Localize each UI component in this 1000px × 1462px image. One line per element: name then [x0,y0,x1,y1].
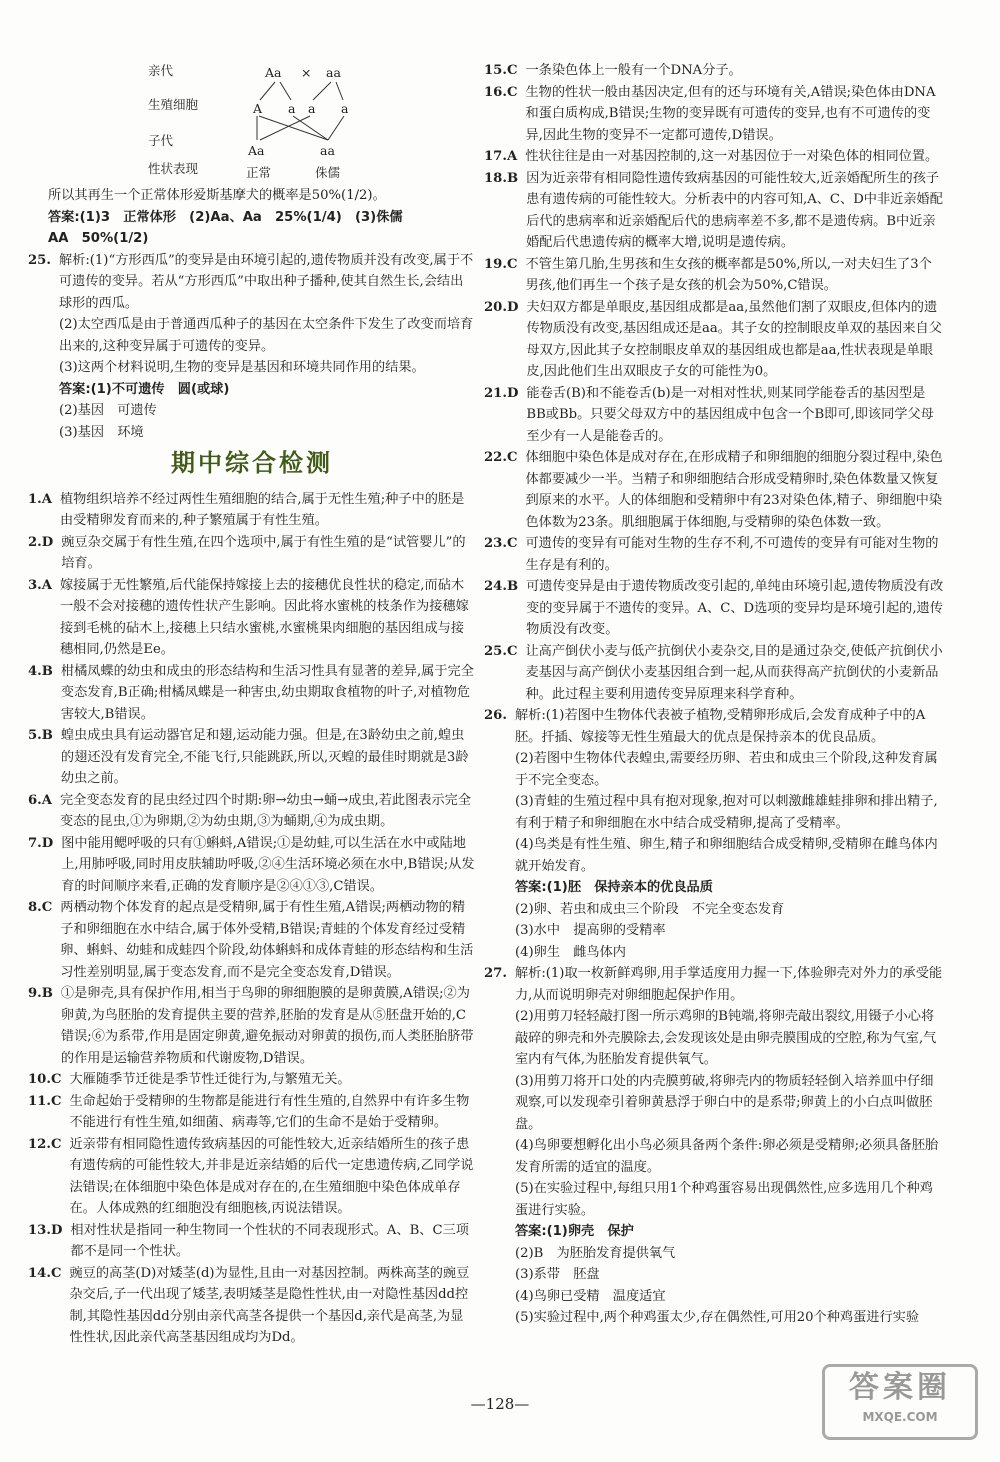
answer-item [28,983,476,1069]
explanation-text: 性状往往是由一对基因控制的,这一对基因位于一对染色体的相同位置。 [525,149,939,164]
explanation-text: 豌豆的高茎(D)对矮茎(d)为显性,且由一对基因控制。两株高茎的豌豆杂交后,子一代出现了矮茎,表明矮茎是隐性性状,由一对隐性基因dd控制,其隐性基因dd分别由亲代高茎各提供一个基因d,亲代是高茎,为显性性状,因此亲代高茎基因组成均为Dd。 [69,1265,470,1345]
answer-24-line2: AA 50%(1/2) [48,231,149,246]
question-number: 1.A [28,491,52,507]
explanation-text: 嫁接属于无性繁殖,后代能保持嫁接上去的接穗优良性状的稳定,而砧木一般不会对接穗的遗传性状产生影响。因此将水蜜桃的枝条作为接穗嫁接到毛桃的砧木上,接穗上只结水蜜桃,水蜜桃果肉细胞的基因组成与接穗相同,仍然是Ee。 [60,577,469,657]
label-parent: 亲代 [148,63,174,78]
question-number: 16.C [484,84,518,100]
question-number: 26. [484,708,507,723]
answer-item [28,897,476,983]
question-number: 20.D [484,299,519,315]
question-number: 25.C [484,643,518,659]
answer-text: (3)水中 提高卵的受精率 [514,923,666,938]
analysis-text: (3)青蛙的生殖过程中具有抱对现象,抱对可以刺激雌雄蛙排卵和排出精子,有利于精子和卵细胞在水中结合成受精卵,提高了受精率。 [514,794,938,831]
watermark-url: MXQE.COM [862,1410,938,1424]
genetics-cross-diagram [28,60,476,185]
offspring-2: aa [320,143,335,158]
explanation-text: ①是卵壳,具有保护作用,相当于鸟卵的卵细胞膜的是卵黄膜,A错误;②为卵黄,为鸟胚胎的发育提供主要的营养,胚胎的发育是从⑤胚盘开始的,C错误;⑥为系带,作用是固定卵黄,避免振动对卵黄的损伤,而人类胚胎脐带的作用是运输营养物质和代谢废物,D错误。 [60,986,474,1066]
question-27 [484,963,944,1329]
answer-item [484,146,944,168]
analysis-text: (2)太空西瓜是由于普通西瓜种子的基因在太空条件下发生了改变而培育出来的,这种变异属于可遗传的变异。 [58,317,474,354]
parent-1: Aa [265,65,282,80]
explanation-text: 两栖动物个体发育的起点是受精卵,属于有性生殖,A错误;两栖动物的精子和卵细胞在水中结合,属于体外受精,B错误;青蛙的个体发育经过受精卵、蝌蚪、幼蛙和成蛙四个阶段,幼体蝌蚪和成体青蛙的形态结构和生活习性差别明显,属于变态发育,而不是完全变态发育,D错误。 [60,900,474,980]
gamete-1: A [253,101,263,116]
answer-item [28,1069,476,1091]
question-number: 22.C [484,450,518,465]
answer-item [28,725,476,790]
explanation-text: 大雁随季节迁徙是季节性迁徙行为,与繁殖无关。 [69,1072,351,1087]
analysis-text: 解析:(1)取一枚新鲜鸡卵,用手掌适度用力握一下,体验卵壳对外力的承受能力,从而说明卵壳对卵细胞起保护作用。 [514,966,943,1003]
answer-text: (4)卵生 雌鸟体内 [514,944,626,960]
question-number: 27. [484,966,507,981]
question-number: 4.B [28,663,53,679]
answer-item [28,1263,476,1349]
question-number: 11.C [28,1093,62,1109]
question-number: 25. [28,252,51,268]
label-gamete: 生殖细胞 [148,97,199,112]
question-number: 6.A [28,792,52,808]
offspring-1: Aa [248,143,265,158]
question-number: 13.D [28,1222,63,1238]
question-number: 9.B [28,986,53,1001]
answer-text: (3)系带 胚盘 [514,1267,600,1282]
answer-text: (5)实验过程中,两个种鸡蛋太少,存在偶然性,可用20个种鸡蛋进行实验 [514,1310,920,1325]
answer-item [484,60,944,82]
explanation-text: 体细胞中染色体是成对存在,在形成精子和卵细胞的细胞分裂过程中,染色体都要减少一半。当精子和卵细胞结合形成受精卵时,染色体数量又恢复到原来的水平。人的体细胞和受精卵中有23对染色体,精子、卵细胞中染色体数为23条。肌细胞属于体细胞,与受精卵的染色体数一致。 [525,450,943,530]
explanation-text: 一条染色体上一般有一个DNA分子。 [525,63,742,78]
label-phenotype: 性状表现 [148,161,199,176]
analysis-text: (2)若图中生物体代表蝗虫,需要经历卵、若虫和成虫三个阶段,这种发育属于不完全变态。 [514,751,938,788]
analysis-text: (5)在实验过程中,每组只用1个种鸡蛋容易出现偶然性,应多选用几个种鸡蛋进行实验。 [514,1181,933,1218]
answer-item [28,532,476,575]
question-number: 19.C [484,256,518,272]
explanation-text: 生物的性状一般由基因决定,但有的还与环境有关,A错误;染色体由DNA和蛋白质构成,B错误;生物的变异既有可遗传的变异,也有不可遗传的变异,因此生物的变异不一定都可遗传,D错误。 [525,84,936,143]
cross-symbol: × [301,65,312,80]
answer-24-line1: 答案:(1)3 正常体形 (2)Aa、Aa 25%(1/4) (3)侏儒 [48,209,403,225]
question-number: 21.D [484,385,519,401]
explanation-text: 完全变态发育的昆虫经过四个时期:卵→幼虫→蛹→成虫,若此图表示完全变态的昆虫,①为卵期,②为幼虫期,③为蛹期,④为成虫期。 [60,792,472,829]
answer-text: (3)基因 环境 [58,424,144,440]
explanation-text: 因为近亲带有相同隐性遗传致病基因的可能性较大,近亲婚配所生的孩子患有遗传病的可能性较大。分析表中的内容可知,A、C、D中非近亲婚配后代的患病率和近亲婚配后代的患病率差不多,都不是遗传病。B中近亲婚配后代患遗传病的概率大增,说明是遗传病。 [526,170,943,250]
answer-text: (2)卵、若虫和成虫三个阶段 不完全变态发育 [514,901,785,917]
answer-item [484,641,944,706]
answer-item [28,661,476,726]
answer-item [28,1220,476,1263]
question-number: 5.B [28,728,53,743]
answer-text: (2)基因 可遗传 [58,403,157,418]
question-26 [484,705,944,963]
explanation-text: 可遗传的变异有可能对生物的生存不利,不可遗传的变异有可能对生物的生存是有利的。 [525,536,939,573]
left-column [28,60,476,1349]
question-number: 17.A [484,149,518,164]
question-number: 7.D [28,835,54,851]
question-number: 10.C [28,1072,62,1087]
answer-item [28,790,476,833]
question-number: 24.B [484,579,519,594]
answer-item [28,1134,476,1220]
explanation-text: 植物组织培养不经过两性生殖细胞的结合,属于无性生殖;种子中的胚是由受精卵发育而来的,种子繁殖属于有性生殖。 [60,491,465,528]
answer-item [28,1091,476,1134]
section-title: 期中综合检测 [171,449,333,477]
watermark-logo [822,1364,978,1440]
answer-text: (4)鸟卵已受精 温度适宜 [514,1288,666,1304]
right-column [484,60,944,1329]
answer-item [484,82,944,147]
explanation-text: 近亲带有相同隐性遗传致病基因的可能性较大,近亲结婚所生的孩子患有遗传病的可能性较大,并非是近亲结婚的后代一定患遗传病,乙同学说法错误;在体细胞中染色体是成对存在的,在生殖细胞中染色体成单存在。人体成熟的红细胞没有细胞核,丙说法错误。 [69,1136,474,1216]
analysis-text: (2)用剪刀轻轻敲打图一所示鸡卵的B钝端,将卵壳敲出裂纹,用镊子小心将敲碎的卵壳和外壳膜除去,会发现该处是由卵壳膜围成的空腔,称为气室,气室内有气体,为胚胎发育提供氧气。 [514,1009,937,1067]
answer-text: (2)B 为胚胎发育提供氧气 [514,1245,676,1261]
question-25 [28,250,476,444]
gamete-3: a [308,101,316,116]
question-number: 8.C [28,900,53,915]
probability-text: 所以其再生一个正常体形爱斯基摩犬的概率是50%(1/2)。 [48,188,386,203]
answer-text: 答案:(1)卵壳 保护 [514,1224,634,1239]
explanation-text: 生命起始于受精卵的生物都是能进行有性生殖的,自然界中有许多生物不能进行有性生殖,如细菌、病毒等,它们的生命不是始于受精卵。 [69,1093,470,1130]
label-offspring: 子代 [148,133,174,148]
analysis-text: 解析:(1)若图中生物体代表被子植物,受精卵形成后,会发育成种子中的A胚。扦插、嫁接等无性生殖最大的优点是保持亲本的优良品质。 [514,708,926,745]
question-number: 2.D [28,534,54,550]
question-number: 23.C [484,536,518,551]
question-number: 18.B [484,170,519,186]
explanation-text: 夫妇双方都是单眼皮,基因组成都是aa,虽然他们割了双眼皮,但体内的遗传物质没有改变,基因组成还是aa。其子女的控制眼皮单双的基因来自父母双方,因此其子女控制眼皮单双的基因组成也都是aa,性状表现是单眼皮,因此他们生出双眼皮子女的可能性为0。 [526,299,942,379]
answer-text: 答案:(1)不可遗传 圆(或球) [58,381,230,397]
answer-item [484,576,944,641]
question-number: 15.C [484,63,518,78]
phenotype-2: 侏儒 [315,165,341,180]
answer-item [484,533,944,576]
phenotype-1: 正常 [246,165,272,180]
answer-item [28,833,476,898]
explanation-text: 柑橘凤蝶的幼虫和成虫的形态结构和生活习性具有显著的差异,属于完全变态发育,B正确;柑橘凤蝶是一种害虫,幼虫期取食植物的叶子,对植物危害较大,B错误。 [60,663,474,722]
explanation-text: 相对性状是指同一种生物同一个性状的不同表现形式。A、B、C三项都不是同一个性状。 [70,1222,469,1259]
left-answer-list [28,489,476,1349]
explanation-text: 能卷舌(B)和不能卷舌(b)是一对相对性状,则某同学能卷舌的基因型是BB或Bb。只要父母双方中的基因组成中包含一个B即可,即该同学父母至少有一人是能卷舌的。 [526,385,934,444]
answer-item [484,447,944,533]
gamete-2: a [288,101,296,116]
analysis-text: 解析:(1)“方形西瓜”的变异是由环境引起的,遗传物质并没有改变,属于不可遗传的变异。若从“方形西瓜”中取出种子播种,使其自然生长,会结出球形的西瓜。 [58,252,474,311]
question-number: 12.C [28,1136,62,1152]
parent-2: aa [326,65,341,80]
answer-item [484,254,944,297]
answer-item [484,297,944,383]
question-number: 14.C [28,1265,62,1281]
question-number: 3.A [28,577,52,593]
right-answer-list [484,60,944,705]
analysis-text: (4)鸟卵要想孵化出小鸟必须具备两个条件:卵必须是受精卵;必须具备胚胎发育所需的适宜的温度。 [514,1138,939,1175]
answer-item [28,575,476,661]
explanation-text: 豌豆杂交属于有性生殖,在四个选项中,属于有性生殖的是“试管婴儿”的培育。 [61,534,466,571]
explanation-text: 蝗虫成虫具有运动器官足和翅,运动能力强。但是,在3龄幼虫之前,蝗虫的翅还没有发育完全,不能飞行,只能跳跃,所以,灭蝗的最佳时期就是3龄幼虫之前。 [60,728,469,786]
answer-item [28,489,476,532]
explanation-text: 不管生第几胎,生男孩和生女孩的概率都是50%,所以,一对夫妇生了3个男孩,他们再生一个孩子是女孩的机会为50%,C错误。 [525,256,932,293]
gamete-4: a [341,101,349,116]
analysis-text: (3)这两个材料说明,生物的变异是基因和环境共同作用的结果。 [58,360,425,375]
explanation-text: 可遗传变异是由于遗传物质改变引起的,单纯由环境引起,遗传物质没有改变的变异属于不遗传的变异。A、C、D选项的变异均是环境引起的,遗传物质没有改变。 [526,579,944,637]
answer-text: 答案:(1)胚 保持亲本的优良品质 [514,880,713,895]
watermark-text: 答案圈 [849,1370,951,1405]
analysis-text: (4)鸟类是有性生殖、卵生,精子和卵细胞结合成受精卵,受精卵在雌鸟体内就开始发育。 [514,837,938,874]
answer-item [484,168,944,254]
page-number: —128— [470,1395,530,1413]
analysis-text: (3)用剪刀将开口处的内壳膜剪破,将卵壳内的物质轻轻倒入培养皿中仔细观察,可以发现牵引着卵黄悬浮于卵白中的是系带;卵黄上的小白点叫做胚盘。 [514,1073,934,1132]
explanation-text: 图中能用鳃呼吸的只有①蝌蚪,A错误;①是幼蛙,可以生活在水中或陆地上,用肺呼吸,同时用皮肤辅助呼吸,②④生活环境必须在水中,B错误;从发育的时间顺序来看,正确的发育顺序是②④①③,C错误。 [61,835,475,894]
answer-item [484,383,944,448]
explanation-text: 让高产倒伏小麦与低产抗倒伏小麦杂交,目的是通过杂交,使低产抗倒伏小麦基因与高产倒伏小麦基因组合到一起,从而获得高产抗倒伏的小麦新品种。此过程主要利用遗传变异原理来科学育种。 [525,643,943,702]
